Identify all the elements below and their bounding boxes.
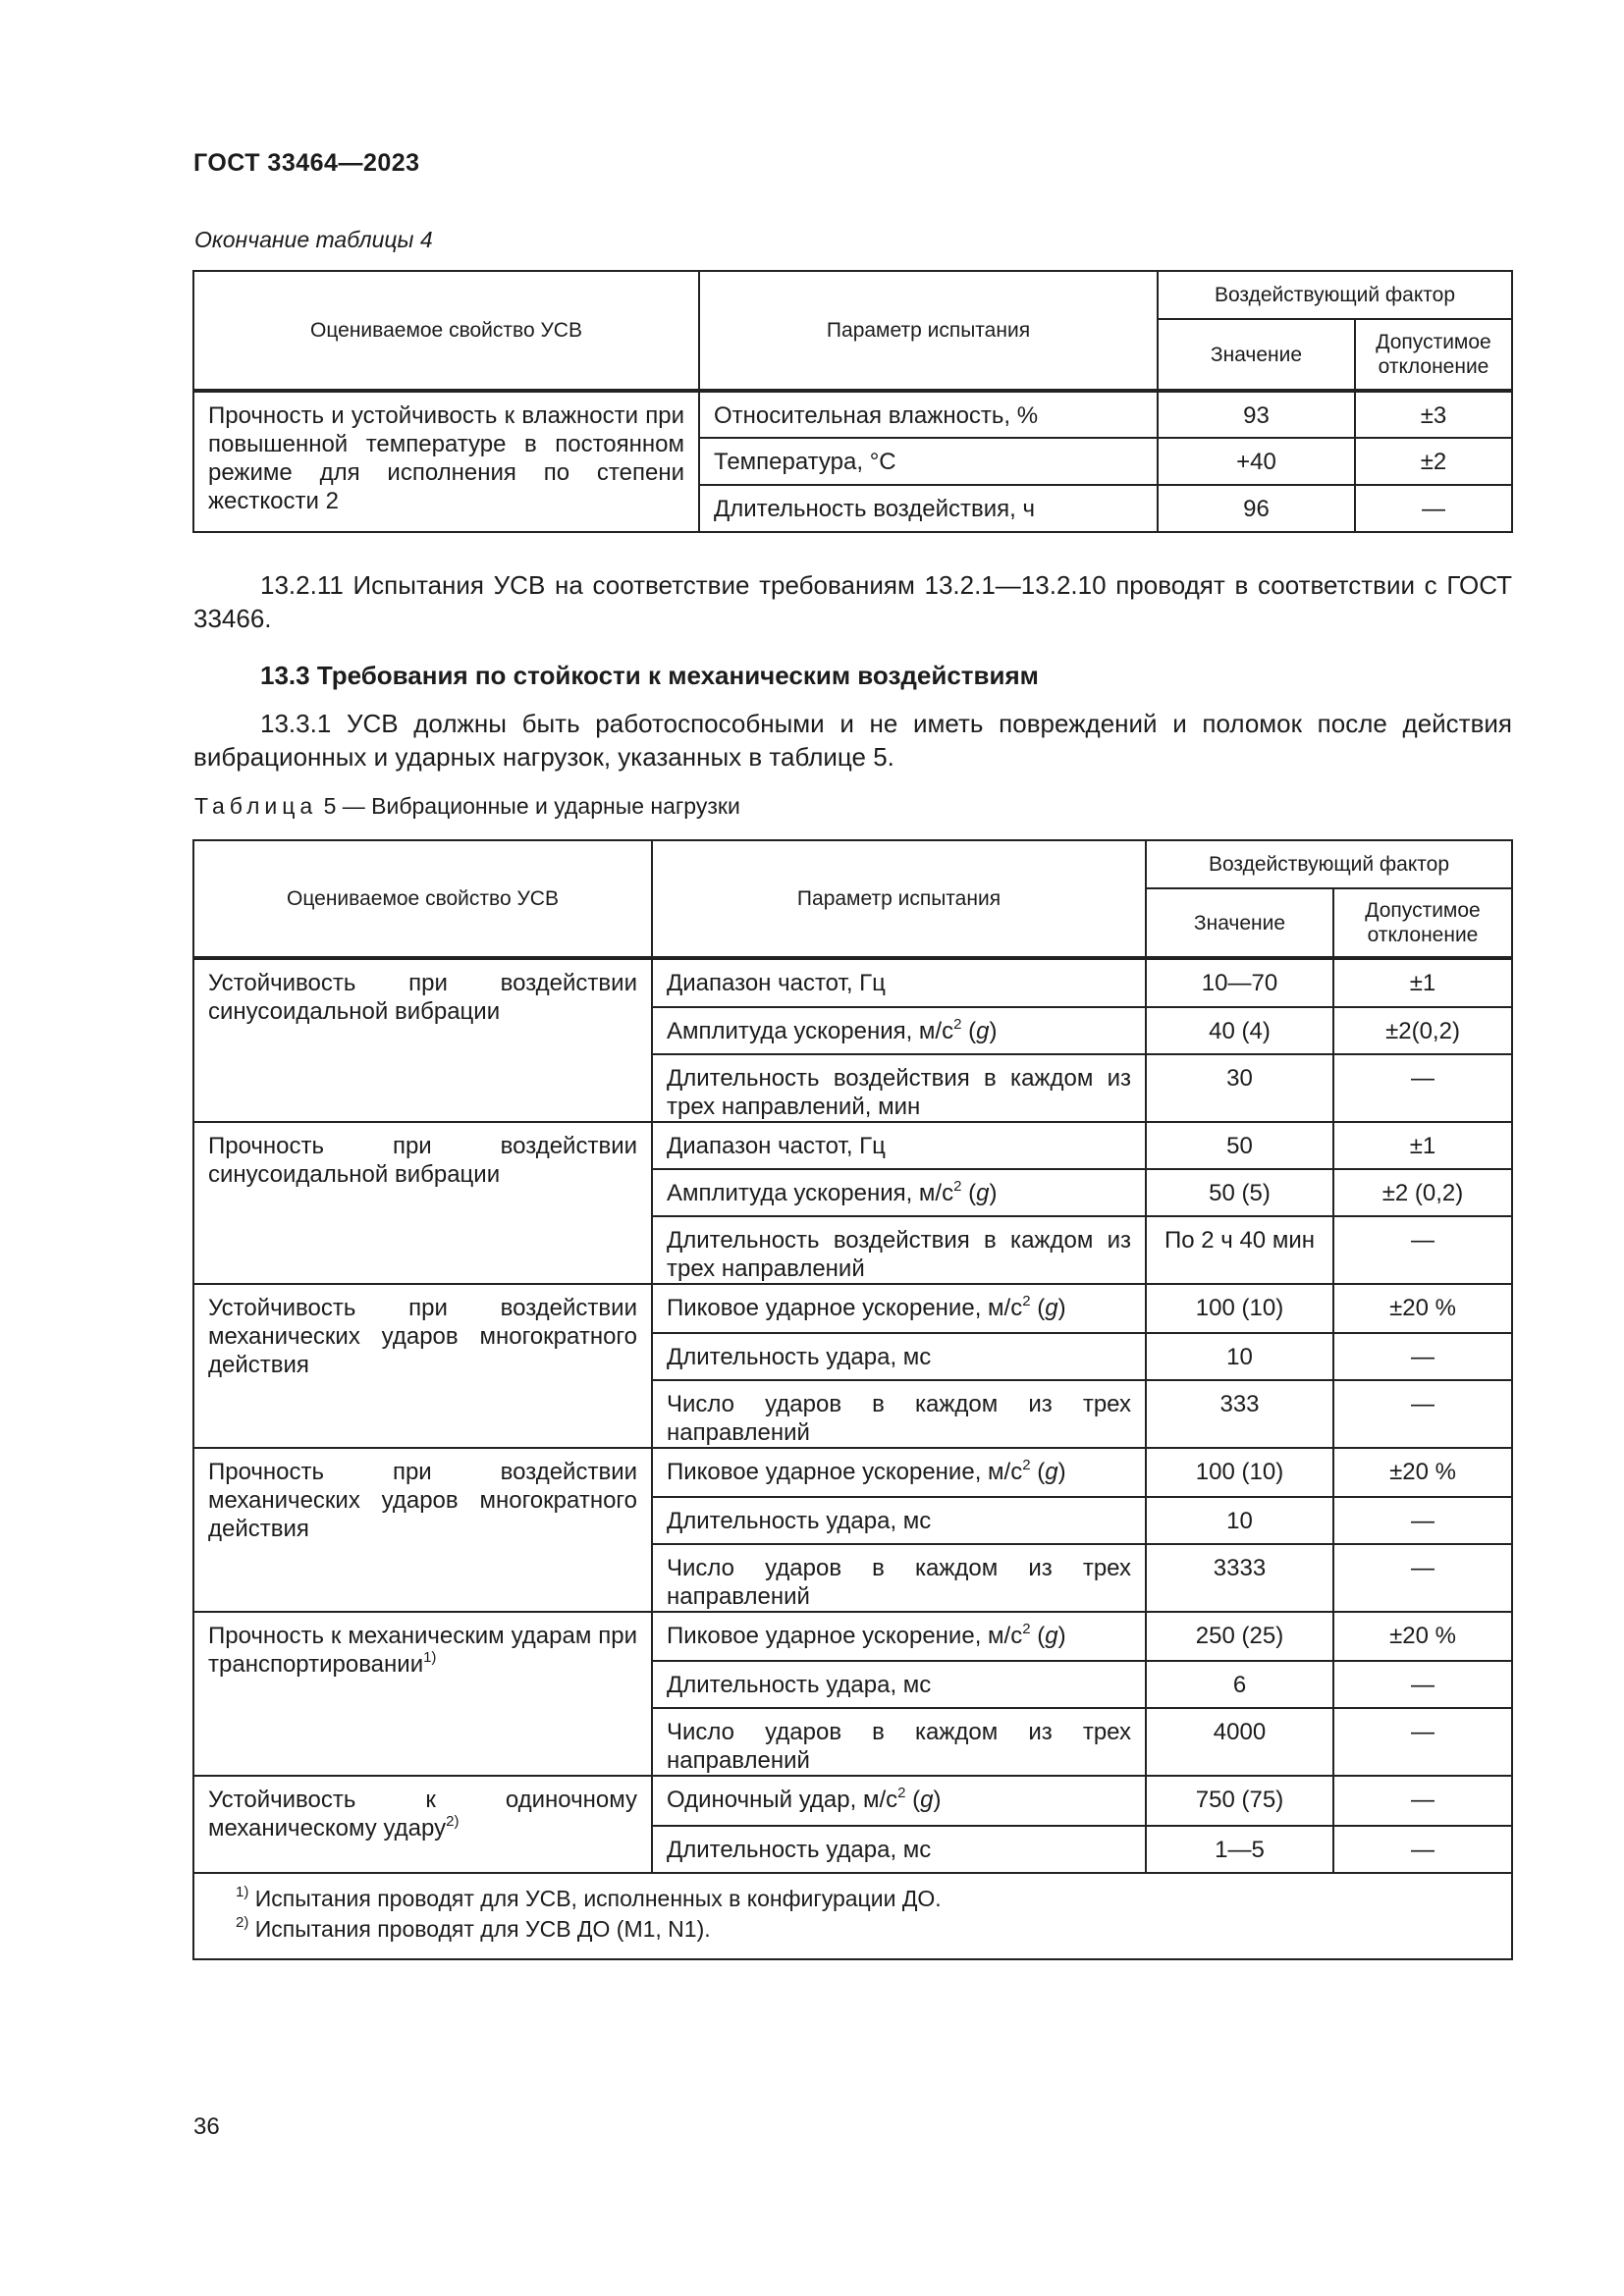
cell-value: 6	[1146, 1661, 1333, 1708]
cell-value: 100 (10)	[1146, 1284, 1333, 1333]
footnote: $^{2)}$ Испытания проводят для УСВ ДО (M1, N1).	[236, 1914, 711, 1942]
cell-value: 750 (75)	[1146, 1776, 1333, 1826]
table-5	[192, 839, 1513, 1960]
cell-deviation: —	[1333, 1333, 1512, 1380]
table4-caption: Окончание таблицы 4	[194, 227, 433, 252]
cell-deviation: ±1	[1333, 1122, 1512, 1169]
cell-deviation: —	[1333, 1380, 1512, 1448]
cell-value: По 2 ч 40 мин	[1146, 1216, 1333, 1284]
cell-deviation: ±20 %	[1333, 1612, 1512, 1661]
table-footnotes	[193, 1873, 1512, 1959]
cell-parameter: Температура, °С	[699, 438, 1158, 485]
cell-deviation: —	[1333, 1497, 1512, 1544]
cell-parameter: Число ударов в каждом из трех направлений	[652, 1544, 1146, 1612]
header-property: Оцениваемое свойство УСВ	[193, 271, 699, 391]
cell-parameter: Длительность воздействия в каждом из трех направлений, мин	[652, 1054, 1146, 1122]
cell-value: 333	[1146, 1380, 1333, 1448]
cell-parameter: Одиночный удар, $м/с^2$ (g)	[652, 1776, 1146, 1826]
header-value: Значение	[1158, 319, 1355, 391]
header-parameter: Параметр испытания	[652, 840, 1146, 958]
document-code: ГОСТ 33464—2023	[193, 149, 420, 177]
cell-value: 50 (5)	[1146, 1169, 1333, 1216]
cell-parameter: Длительность удара, мс	[652, 1661, 1146, 1708]
cell-deviation: ±1	[1333, 958, 1512, 1007]
cell-parameter: Длительность удара, мс	[652, 1826, 1146, 1873]
section-heading-13-3: 13.3 Требования по стойкости к механическим воздействиям	[260, 661, 1039, 690]
cell-property: Прочность к механическим ударам при транспортировании$^{1)}$	[193, 1612, 652, 1776]
footnotes-row	[193, 1873, 1512, 1959]
cell-deviation: —	[1333, 1661, 1512, 1708]
cell-value: 4000	[1146, 1708, 1333, 1776]
header-deviation: Допустимое отклонение	[1355, 319, 1512, 391]
cell-deviation: ±20 %	[1333, 1448, 1512, 1497]
cell-parameter: Амплитуда ускорения, $м/с^2$ (g)	[652, 1007, 1146, 1054]
cell-parameter: Длительность удара, мс	[652, 1333, 1146, 1380]
table-row	[193, 1122, 1512, 1169]
cell-property: Прочность и устойчивость к влажности при повышенной температуре в постоянном режиме для исполнения по степени жесткости 2	[193, 391, 699, 532]
table-row	[193, 1612, 1512, 1661]
cell-deviation: ±2 (0,2)	[1333, 1169, 1512, 1216]
cell-property: Устойчивость при воздействии синусоидальной вибрации	[193, 958, 652, 1122]
cell-deviation: —	[1333, 1544, 1512, 1612]
cell-deviation: —	[1333, 1054, 1512, 1122]
table5-caption: Таблица 5 — Вибрационные и ударные нагрузки	[194, 793, 740, 819]
cell-deviation: ±2	[1355, 438, 1512, 485]
cell-deviation: —	[1355, 485, 1512, 532]
header-factor: Воздействующий фактор	[1158, 271, 1512, 319]
cell-deviation: ±3	[1355, 391, 1512, 438]
cell-parameter: Число ударов в каждом из трех направлений	[652, 1380, 1146, 1448]
cell-value: 10	[1146, 1333, 1333, 1380]
cell-value: 50	[1146, 1122, 1333, 1169]
cell-parameter: Пиковое ударное ускорение, $м/с^2$ (g)	[652, 1448, 1146, 1497]
cell-value: 3333	[1146, 1544, 1333, 1612]
cell-parameter: Амплитуда ускорения, $м/с^2$ (g)	[652, 1169, 1146, 1216]
table-4	[192, 270, 1513, 533]
cell-value: 40 (4)	[1146, 1007, 1333, 1054]
cell-deviation: ±20 %	[1333, 1284, 1512, 1333]
cell-value: 100 (10)	[1146, 1448, 1333, 1497]
cell-deviation: —	[1333, 1708, 1512, 1776]
cell-parameter: Пиковое ударное ускорение, $м/с^2$ (g)	[652, 1612, 1146, 1661]
cell-parameter: Длительность удара, мс	[652, 1497, 1146, 1544]
table-row	[193, 1284, 1512, 1333]
header-deviation: Допустимое отклонение	[1333, 888, 1512, 958]
cell-deviation: ±2(0,2)	[1333, 1007, 1512, 1054]
table-row	[193, 1776, 1512, 1826]
cell-parameter: Диапазон частот, Гц	[652, 1122, 1146, 1169]
header-parameter: Параметр испытания	[699, 271, 1158, 391]
cell-parameter: Число ударов в каждом из трех направлений	[652, 1708, 1146, 1776]
cell-value: 96	[1158, 485, 1355, 532]
cell-value: 1—5	[1146, 1826, 1333, 1873]
cell-value: 250 (25)	[1146, 1612, 1333, 1661]
page-number: 36	[193, 2113, 220, 2140]
footnote: $^{1)}$ Испытания проводят для УСВ, исполненных в конфигурации ДО.	[236, 1884, 942, 1911]
cell-parameter: Относительная влажность, %	[699, 391, 1158, 438]
paragraph-13-3-1: 13.3.1 УСВ должны быть работоспособными и не иметь повреждений и поломок после действия вибрационных и ударных нагрузок, указанных в таблице 5.	[193, 709, 1512, 772]
cell-value: 10—70	[1146, 958, 1333, 1007]
cell-deviation: —	[1333, 1216, 1512, 1284]
table-row	[193, 1448, 1512, 1497]
cell-value: +40	[1158, 438, 1355, 485]
table-row	[193, 391, 1512, 438]
cell-property: Устойчивость при воздействии механических ударов многократного действия	[193, 1284, 652, 1448]
table-row	[193, 958, 1512, 1007]
cell-parameter: Диапазон частот, Гц	[652, 958, 1146, 1007]
cell-parameter: Длительность воздействия, ч	[699, 485, 1158, 532]
cell-parameter: Пиковое ударное ускорение, $м/с^2$ (g)	[652, 1284, 1146, 1333]
cell-parameter: Длительность воздействия в каждом из трех направлений	[652, 1216, 1146, 1284]
cell-property: Прочность при воздействии синусоидальной вибрации	[193, 1122, 652, 1284]
header-value: Значение	[1146, 888, 1333, 958]
header-factor: Воздействующий фактор	[1146, 840, 1512, 888]
cell-value: 10	[1146, 1497, 1333, 1544]
cell-value: 30	[1146, 1054, 1333, 1122]
paragraph-13-2-11: 13.2.11 Испытания УСВ на соответствие требованиям 13.2.1—13.2.10 проводят в соответствии с ГОСТ 33466.	[193, 570, 1512, 633]
cell-property: Устойчивость к одиночному механическому удару$^{2)}$	[193, 1776, 652, 1873]
cell-property: Прочность при воздействии механических ударов многократного действия	[193, 1448, 652, 1612]
cell-value: 93	[1158, 391, 1355, 438]
header-property: Оцениваемое свойство УСВ	[193, 840, 652, 958]
cell-deviation: —	[1333, 1776, 1512, 1826]
cell-deviation: —	[1333, 1826, 1512, 1873]
